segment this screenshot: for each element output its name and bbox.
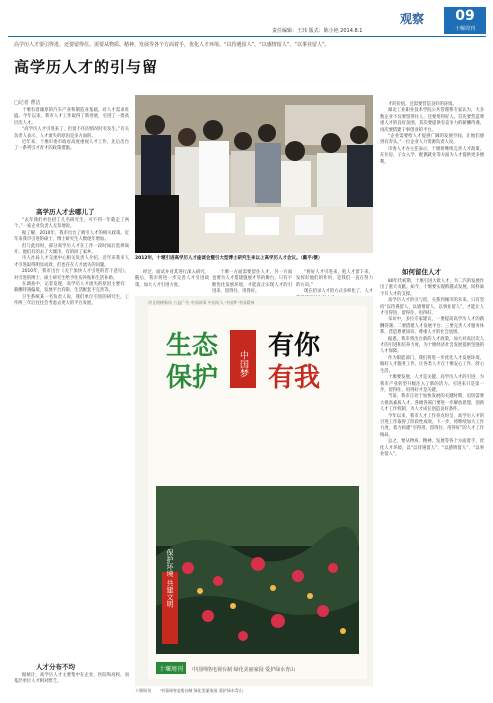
paragraph: 高学历人才的引与留，关系到城市的未来。只有坚持“以待遇留人、以感情留人、以事业留人”，才能让人才引得进、留得住、用得好。 xyxy=(380,298,484,317)
column-1 xyxy=(14,108,129,204)
paragraph: 80年代初期，十堰引进大批人才，为二汽的发展作出了重大贡献。如今，十堰要实现跨越式发展，同样离不开人才的支撑。 xyxy=(380,279,484,297)
paragraph: 十堰一方面需要留住人才，另一方面也要为人才搭建施展才华的舞台。只有不断优化发展环境，才能真正实现人才的引进来、留得住、用得好。 xyxy=(212,270,292,295)
paragraph: 市委人才办主任表示，十堰将继续完善人才政策，在住房、子女入学、配偶就业等方面为人才提供更多便利。 xyxy=(380,146,484,165)
subheading-3: 如何留住人才 xyxy=(402,268,441,276)
article-byline: □记者 曹洁 xyxy=(14,100,41,106)
header-rule xyxy=(8,36,486,37)
column-2b xyxy=(212,270,292,296)
page-number-badge: 09 xyxy=(444,7,486,25)
paragraph: 十堰有着雄厚的汽车产业和制造业基础，对人才需求旺盛。今年以来，我市人才工作取得了新进展，引进了一批高层次人才。 xyxy=(14,108,129,126)
paragraph: 市人社局人才交流中心相关负责人介绍，近年来我市人才引进取得明显成效，但也存在人才流失的问题。 xyxy=(14,256,129,268)
paragraph: 才的价值，还需要营造良好的环境。 xyxy=(388,102,457,107)
paragraph: 在调查中，记者发现，高学历人才流失的原因主要有：薪酬待遇偏低，发展平台有限，生活配套不完善等。 xyxy=(14,282,129,294)
poster-seal: 中国梦 xyxy=(238,350,248,378)
page-footer xyxy=(135,688,373,694)
poster-badge: 十堰周刊 xyxy=(158,666,184,673)
paragraph: 作为职能部门，我们将进一步优化人才发展环境，做好人才服务工作，让各类人才在十堰安心工作、舒心生活。 xyxy=(380,355,484,374)
poster-topline: 讲文明树新风 公益广告 中国网事 中国好人 中国梦 中国精神 xyxy=(148,300,255,305)
poster-line-2: 保护 xyxy=(166,363,219,393)
paragraph: 经过、面试并对其进行深入研究，随后，我市将进一步完善人才引进政策，加大人才引进力度。 xyxy=(135,270,209,288)
paragraph: 据悉，我市将出台新的人才政策，加大对高层次人才的引进和培养力度，为十堰经济社会发展提供坚强的人才保障。 xyxy=(380,336,484,355)
column-2 xyxy=(135,270,209,296)
poster-artwork xyxy=(148,306,367,679)
paragraph: 今年以来，我市人才工作亮点纷呈，高学历人才的引进工作取得了阶段性成效。下一步，将继续加大工作力度，着力构建“引得进、留得住、用得好”的人才工作格局。 xyxy=(380,413,484,438)
poster-vertical-text: 保护环境 共建文明 xyxy=(166,548,174,608)
column-4 xyxy=(380,102,484,270)
column-1-tail xyxy=(14,673,129,699)
subheading-1: 高学历人才去哪儿了 xyxy=(36,208,95,216)
paragraph: 卫生系统某一名负责人说，我们单位引进的研究生，工作两三年后往往会考虑去更大的平台发展。 xyxy=(14,294,129,307)
paragraph: 但与此同时，部分高学历人才在工作一段时间后选择离开。他们有的去了大城市，有的回了家乡。 xyxy=(14,243,129,256)
section-title: 观察 xyxy=(400,12,425,26)
photo-caption: 2012年，十堰引进高学历人才座谈会暨引大型博士研究生来以上高学历人才会议。（戴平/摄） xyxy=(135,256,323,261)
paper-name-badge: 十堰周刊 xyxy=(444,25,486,34)
paragraph: 近年来，十堰市委市政府高度重视人才工作，先后出台了一系列引才育才的政策措施。 xyxy=(14,140,129,152)
column-1-body xyxy=(14,218,129,658)
paragraph: 据统计，高学历人才主要集中在企业、医院和高校，而基层单位人才相对匮乏。 xyxy=(14,673,129,685)
paragraph: 2010年，我市出台《关于加快人才引进的若干意见》，对引进的博士、硕士研究生给予住房补贴和生活补助。 xyxy=(14,269,129,281)
article-headline: 高学历人才的引与留 xyxy=(14,58,159,76)
paragraph: “去年我们单位招了几名研究生，可不到一年就走了两个。”一家企业负责人无奈地说。 xyxy=(14,218,129,230)
paragraph: 当前，我市正处于加快发展的关键时期，迫切需要大批高素质人才。各级各部门要进一步解放思想，创新人才工作机制，为人才成长创造良好条件。 xyxy=(380,394,484,413)
byline-text: 记者 曹洁 xyxy=(18,100,41,106)
paragraph: 采访中，多位专家建议，一要提高高学历人才的薪酬待遇；二要搭建人才发展平台；三要完善人才服务体系，营造尊重知识、尊重人才的社会氛围。 xyxy=(380,317,484,336)
paragraph: 湖北工业职业技术学院公共管理系专家认为，大多数企业不仅要留得住人，还要用得好人。首先要营造尊重人才的良好氛围，其次要提供有竞争力的薪酬待遇，再次要搭建干事创业的平台。 xyxy=(380,108,484,133)
paragraph: 十堰要发展，人才是关键。高学历人才的引进，为我市产业转型升级注入了新的活力。引进来只是第一步，留得住、用得好才是关键。 xyxy=(380,375,484,393)
footer-left: 十堰周刊 xyxy=(135,688,151,693)
poster-footer-text: 中国网络电视台制 绿化美丽家园 爱护绿水青山 xyxy=(192,667,296,673)
public-service-poster xyxy=(148,306,367,679)
poster-line-3: 有你 xyxy=(268,331,321,361)
news-photo xyxy=(135,95,373,253)
paragraph: “企业需要给人才提供广阔的发展空间，让他们感到有奔头。”一位企业人力资源负责人说。 xyxy=(380,134,484,146)
paragraph: “将好人才引进来，把人才留下来，发挥好他们的作用，是我们一直在努力的方向。” xyxy=(296,270,373,288)
poster-line-4: 有我 xyxy=(268,363,321,393)
subheading-2: 人才分布不均 xyxy=(36,663,75,671)
column-3 xyxy=(296,270,373,296)
article-lead: 高学历人才要引得进、还要留得住。需要从物质、精神、发展等各个方面着手，优化人才环境。“以待遇留人”、“以感情留人”、“以事业留人”。 xyxy=(14,42,330,48)
paragraph: 据了解，2010年，我市出台了吸引人才的相关政策。近年来我市引进的硕士、博士研究生人数逐年增加。 xyxy=(14,230,129,243)
footer-text: 中国网络电视台制 绿化美丽家园 爱护绿水青山 xyxy=(160,688,243,693)
paragraph: 现在招录人才的方式多样化了，人才 xyxy=(304,289,373,295)
column-4-body xyxy=(380,279,484,699)
paragraph: “高学历人才引进来了，但留不住的情况时有发生。”有关负责人表示，人才流失的原因是多方面的。 xyxy=(14,127,129,139)
poster-line-1: 生态 xyxy=(166,331,219,361)
paragraph: 总之，要从物质、精神、发展等各个方面着手，优化人才环境，以“以待遇留人”、“以感情留人”、“以事业留人”。 xyxy=(380,439,484,457)
photo-illustration xyxy=(135,95,373,253)
editor-credits: 责任编辑：王玮 版式：陈小艳 2014.8.1 xyxy=(272,28,363,34)
